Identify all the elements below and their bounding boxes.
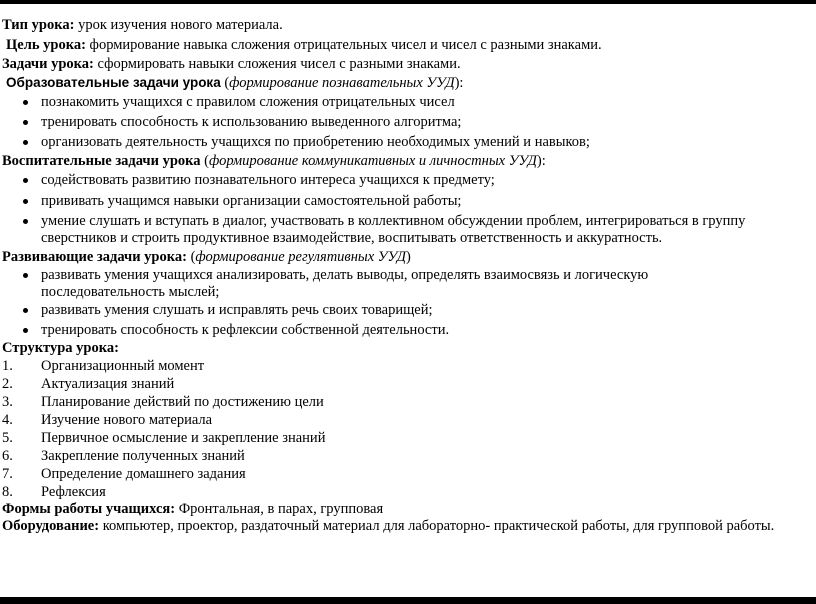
bullet-icon xyxy=(23,328,28,333)
step-text: Планирование действий по достижению цели xyxy=(41,394,324,410)
list-item: умение слушать и вступать в диалог, участвовать в коллективном обсуждении проблем, интегрироваться в группу xyxy=(41,213,746,229)
equipment-paragraph xyxy=(2,513,810,540)
developing-tasks-heading: Развивающие задачи урока: (формирование регулятивных УУД) xyxy=(2,249,411,265)
lesson-tasks-label: Задачи урока: xyxy=(2,56,94,72)
equipment-label: Оборудование: xyxy=(2,518,100,534)
lesson-type-value: урок изучения нового материала. xyxy=(78,17,283,33)
step-text: Определение домашнего задания xyxy=(41,466,246,482)
bullet-icon xyxy=(23,199,28,204)
step-text: Закрепление полученных знаний xyxy=(41,448,245,464)
lesson-type-line xyxy=(2,16,283,34)
lesson-tasks-line xyxy=(2,55,461,73)
work-forms-label: Формы работы учащихся: xyxy=(2,501,176,517)
step-number: 5. xyxy=(2,430,13,446)
upbringing-tasks-label: Воспитательные задачи урока xyxy=(2,153,201,169)
step-text: Изучение нового материала xyxy=(41,412,213,428)
lesson-tasks-value: сформировать навыки сложения чисел с разными знаками. xyxy=(97,56,461,72)
lesson-goal-label: Цель урока: xyxy=(6,37,86,53)
step-number: 6. xyxy=(2,448,13,464)
list-item: развивать умения слушать и исправлять речь своих товарищей; xyxy=(41,302,433,318)
step-text: Рефлексия xyxy=(41,484,106,500)
list-item: содействовать развитию познавательного интереса учащихся к предмету; xyxy=(41,172,495,188)
upbringing-tasks-heading: Воспитательные задачи урока (формирование коммуникативных и личностных УУД): xyxy=(2,153,546,169)
equipment-value: компьютер, проектор, раздаточный материал для лабораторно- практической работы, для групповой работы. xyxy=(102,518,775,534)
list-item: прививать учащимся навыки организации самостоятельной работы; xyxy=(41,193,462,209)
step-number: 8. xyxy=(2,484,13,500)
step-text: Первичное осмысление и закрепление знаний xyxy=(41,430,326,446)
step-number: 1. xyxy=(2,358,13,374)
educational-tasks-label: Образовательные задачи урока xyxy=(6,75,221,90)
upbringing-tasks-note: формирование коммуникативных и личностных УУД xyxy=(209,153,537,169)
list-item-continuation: сверстников и строить продуктивное взаимодействие, воспитывать ответственность и аккуратность. xyxy=(41,230,663,246)
step-text: Актуализация знаний xyxy=(41,376,175,392)
bullet-icon xyxy=(23,308,28,313)
educational-tasks-heading: Образовательные задачи урока (формирование познавательных УУД): xyxy=(6,75,464,91)
lesson-goal-line xyxy=(6,36,602,54)
structure-heading xyxy=(2,339,119,357)
list-item: организовать деятельность учащихся по приобретению необходимых умений и навыков; xyxy=(41,134,590,150)
bullet-icon xyxy=(23,178,28,183)
bullet-icon xyxy=(23,140,28,145)
list-item-continuation: последовательность мыслей; xyxy=(41,284,220,300)
bottom-border xyxy=(0,597,816,604)
lesson-goal-value: формирование навыка сложения отрицательных чисел и чисел с разными знаками. xyxy=(89,37,602,53)
structure-label: Структура урока: xyxy=(2,340,119,356)
bullet-icon xyxy=(23,273,28,278)
developing-tasks-label: Развивающие задачи урока: xyxy=(2,249,187,265)
bullet-icon xyxy=(23,120,28,125)
cut-off-top-line xyxy=(0,4,816,16)
bullet-icon xyxy=(23,100,28,105)
list-item: развивать умения учащихся анализировать, делать выводы, определять взаимосвязь и логическую xyxy=(41,267,649,283)
lesson-type-label: Тип урока: xyxy=(2,17,75,33)
list-item: тренировать способность к рефлексии собственной деятельности. xyxy=(41,322,450,338)
step-number: 4. xyxy=(2,412,13,428)
list-item: тренировать способность к использованию выведенного алгоритма; xyxy=(41,114,462,130)
developing-tasks-note: формирование регулятивных УУД xyxy=(195,249,406,265)
step-number: 3. xyxy=(2,394,13,410)
educational-tasks-note: формирование познавательных УУД xyxy=(229,75,455,91)
bullet-icon xyxy=(23,219,28,224)
work-forms-value: Фронтальная, в парах, групповая xyxy=(178,501,384,517)
step-text: Организационный момент xyxy=(41,358,205,374)
step-number: 7. xyxy=(2,466,13,482)
step-number: 2. xyxy=(2,376,13,392)
list-item: познакомить учащихся с правилом сложения отрицательных чисел xyxy=(41,94,455,110)
